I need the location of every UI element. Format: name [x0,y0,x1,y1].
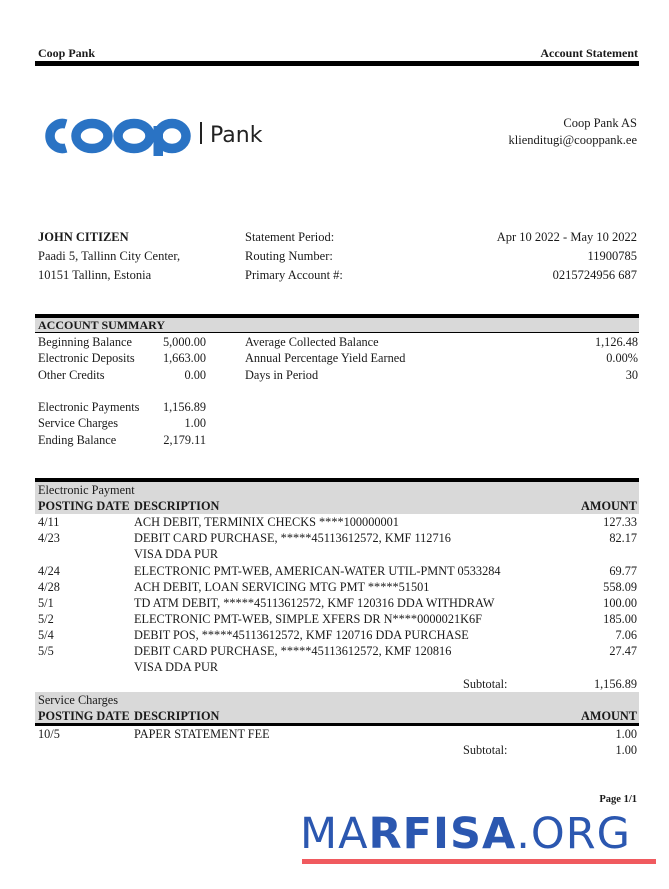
description-continued: VISA DDA PUR [134,547,219,561]
summary-right-values [595,334,638,383]
summary-label: Beginning Balance [38,335,132,349]
amount: 27.47 [609,644,637,658]
description: DEBIT POS, *****45113612572, KMF 120716 DDA PURCHASE [134,628,469,642]
watermark-text [300,809,631,859]
watermark-part: .ORG [516,809,631,859]
service-charges-header [35,692,639,724]
description: DEBIT CARD PURCHASE, *****45113612572, KMF 120816 [134,644,452,658]
summary-label: Electronic Deposits [38,351,135,366]
posting-date: 5/5 [38,644,54,658]
summary-value: 2,179.11 [163,432,206,447]
customer-name: JOHN CITIZEN [38,230,129,244]
summary-value: 1,663.00 [162,351,206,366]
page-number: Page 1/1 [599,794,637,805]
amount: 82.17 [609,531,637,545]
transaction-row-continuation [35,659,639,675]
description-continued: VISA DDA PUR [134,660,219,674]
summary-value: 30 [625,367,638,382]
summary-left-values-1 [150,334,206,383]
summary-label: Ending Balance [38,432,117,447]
statement-period-label: Statement Period: [245,230,335,244]
watermark-underline [302,859,656,864]
posting-date: 4/23 [38,531,60,545]
summary-label: Average Collected Balance [245,335,379,349]
transaction-row [35,579,639,595]
header-divider [35,61,639,66]
summary-label: Annual Percentage Yield Earned [245,351,406,366]
account-number-label: Primary Account #: [245,268,343,282]
description: ACH DEBIT, LOAN SERVICING MTG PMT *****51501 [134,580,430,594]
amount: 1.00 [615,727,637,741]
summary-value: 0.00 [184,367,206,382]
subtotal-row [35,742,639,758]
posting-date: 10/5 [38,727,60,741]
coop-logo-icon [33,112,273,160]
summary-value: 1,126.48 [594,335,638,349]
summary-left-values-2 [150,399,206,448]
bank-email[interactable]: klienditugi@cooppank.ee [508,133,637,147]
subtotal-amount: 1.00 [615,743,637,757]
summary-label: Service Charges [38,416,119,431]
header-document-title: Account Statement [540,46,638,60]
account-number-value: 0215724956 687 [552,268,637,282]
amount: 127.33 [603,515,637,529]
subtotal-amount: 1,156.89 [593,677,637,691]
posting-date: 4/24 [38,564,60,578]
transaction-row [35,514,639,530]
transaction-row [35,611,639,627]
column-header-amount: AMOUNT [580,709,637,723]
description: ACH DEBIT, TERMINIX CHECKS ****100000001 [134,515,399,529]
transaction-row [35,595,639,611]
header-bank-name: Coop Pank [38,46,96,60]
summary-value: 5,000.00 [162,335,206,349]
logo-suffix: Pank [210,123,263,148]
statement-info-labels [245,228,343,285]
summary-left-labels-1 [38,334,135,383]
subtotal-label: Subtotal: [463,743,508,757]
amount: 7.06 [615,628,637,642]
statement-info-values [497,228,637,285]
routing-number-label: Routing Number: [245,249,333,263]
subtotal-row [35,676,639,692]
description: ELECTRONIC PMT-WEB, SIMPLE XFERS DR N****0000021K6F [134,612,482,626]
amount: 100.00 [603,596,637,610]
description: DEBIT CARD PURCHASE, *****45113612572, KMF 112716 [134,531,451,545]
description: PAPER STATEMENT FEE [134,727,270,741]
column-header-description: DESCRIPTION [134,709,220,723]
posting-date: 5/2 [38,612,54,626]
transaction-row-continuation [35,546,639,562]
routing-number-value: 11900785 [587,249,637,263]
watermark-part: MA [300,809,369,859]
summary-value: 1,156.89 [162,400,206,414]
column-header-posting-date: POSTING DATE [38,499,130,513]
transaction-row [35,530,639,546]
transaction-row [35,726,639,742]
customer-address-line2: 10151 Tallinn, Estonia [38,268,152,282]
summary-label: Days in Period [245,367,319,382]
account-summary-header [35,318,639,333]
summary-value: 1.00 [184,416,206,431]
summary-label: Electronic Payments [38,400,140,414]
posting-date: 5/4 [38,628,54,642]
column-header-posting-date: POSTING DATE [38,709,130,723]
account-summary-title: ACCOUNT SUMMARY [38,318,166,332]
subtotal-label: Subtotal: [463,677,508,691]
bank-contact [509,115,638,149]
section-title: Electronic Payment [38,483,135,497]
customer-address-line1: Paadi 5, Tallinn City Center, [38,249,181,263]
posting-date: 4/11 [38,515,60,529]
amount: 185.00 [603,612,637,626]
electronic-payment-header [35,482,639,514]
transaction-row [35,643,639,659]
section-title: Service Charges [38,693,119,707]
summary-label: Other Credits [38,367,105,382]
coop-pank-logo [33,112,273,160]
watermark-part: RFISA [368,809,517,859]
statement-period-value: Apr 10 2022 - May 10 2022 [496,230,637,244]
summary-value: 0.00% [606,351,638,366]
description: TD ATM DEBIT, *****45113612572, KMF 120316 DDA WITHDRAW [134,596,495,610]
posting-date: 5/1 [38,596,54,610]
bank-legal-name: Coop Pank AS [563,116,637,130]
customer-address [38,228,180,285]
description: ELECTRONIC PMT-WEB, AMERICAN-WATER UTIL-PMNT 0533284 [134,564,501,578]
summary-right-labels [245,334,405,383]
column-header-amount: AMOUNT [580,499,637,513]
amount: 69.77 [609,564,637,578]
transaction-row [35,563,639,579]
summary-left-labels-2 [38,399,139,448]
amount: 558.09 [603,580,637,594]
column-header-description: DESCRIPTION [134,499,220,513]
transaction-row [35,627,639,643]
posting-date: 4/28 [38,580,60,594]
